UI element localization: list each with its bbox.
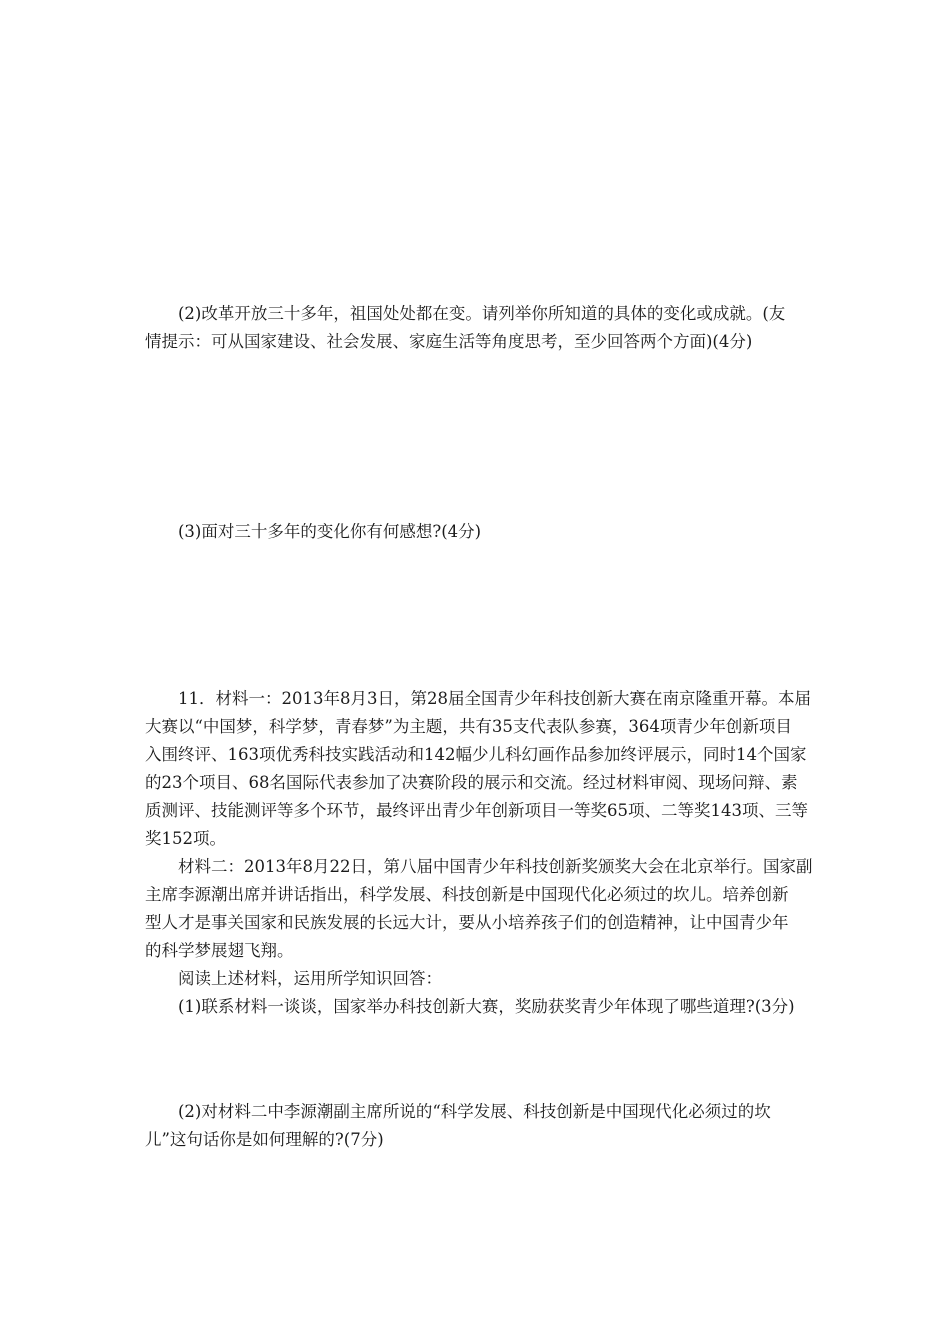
material-1-line-1: 11．材料一：2013年8月3日，第28届全国青少年科技创新大赛在南京隆重开幕。本届 <box>178 689 811 708</box>
question-11-material-1 <box>145 685 811 853</box>
material-1-line-6: 奖152项。 <box>145 829 226 848</box>
question-11-material-2 <box>145 853 813 965</box>
sub-question-1: (1)联系材料一谈谈，国家举办科技创新大赛，奖励获奖青少年体现了哪些道理?(3分) <box>178 997 795 1016</box>
material-2-line-2: 主席李源潮出席并讲话指出，科学发展、科技创新是中国现代化必须过的坎儿。培养创新 <box>145 885 789 904</box>
question-2 <box>145 300 805 356</box>
question-2-line-1: (2)改革开放三十多年，祖国处处都在变。请列举你所知道的具体的变化或成就。(友 <box>178 304 786 323</box>
sub-question-2-line-1: (2)对材料二中李源潮副主席所说的“科学发展、科技创新是中国现代化必须过的坎 <box>178 1102 771 1121</box>
material-2-line-3: 型人才是事关国家和民族发展的长远大计，要从小培养孩子们的创造精神，让中国青少年 <box>145 913 789 932</box>
instruction-text: 阅读上述材料，运用所学知识回答： <box>178 969 442 988</box>
material-1-line-2: 大赛以“中国梦，科学梦，青春梦”为主题，共有35支代表队参赛，364项青少年创新项目 <box>145 717 792 736</box>
question-3 <box>145 518 805 546</box>
question-3-text: (3)面对三十多年的变化你有何感想?(4分) <box>178 522 482 541</box>
material-1-line-4: 的23个项目、68名国际代表参加了决赛阶段的展示和交流。经过材料审阅、现场问辩、素 <box>145 773 798 792</box>
material-2-line-1: 材料二：2013年8月22日，第八届中国青少年科技创新奖颁奖大会在北京举行。国家副 <box>178 857 813 876</box>
material-2-line-4: 的科学梦展翅飞翔。 <box>145 941 294 960</box>
material-1-line-3: 入围终评、163项优秀科技实践活动和142幅少儿科幻画作品参加终评展示，同时14个国家 <box>145 745 807 764</box>
question-11-sub-2 <box>145 1098 805 1154</box>
material-1-line-5: 质测评、技能测评等多个环节，最终评出青少年创新项目一等奖65项、二等奖143项、三等 <box>145 801 808 820</box>
question-11-instructions <box>145 965 805 1021</box>
question-2-line-2: 情提示：可从国家建设、社会发展、家庭生活等角度思考，至少回答两个方面)(4分) <box>145 332 753 351</box>
sub-question-2-line-2: 儿”这句话你是如何理解的?(7分) <box>145 1130 384 1149</box>
